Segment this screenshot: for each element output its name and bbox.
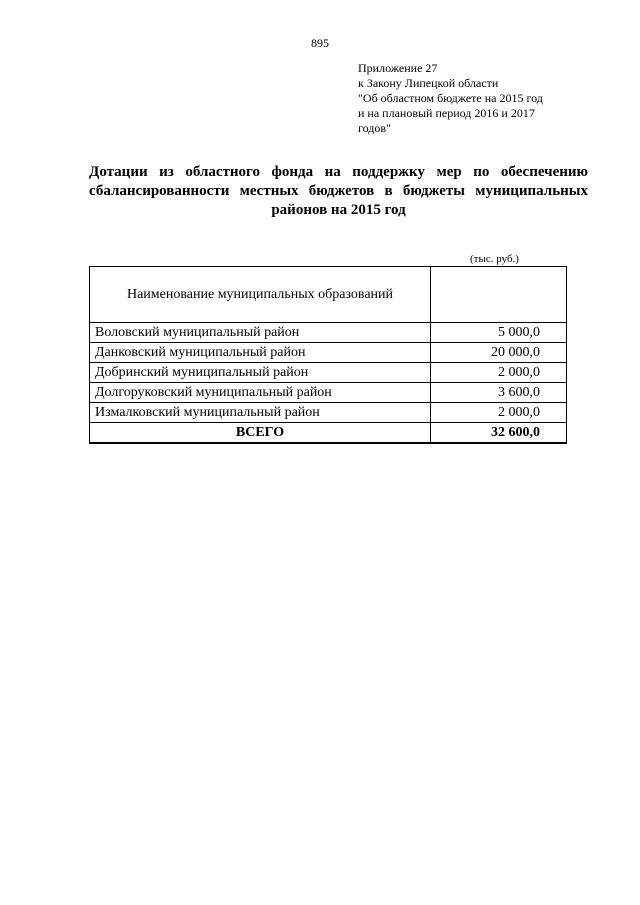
subsidy-table — [89, 266, 567, 444]
district-amount: 5 000,0 — [431, 323, 567, 343]
appendix-line: и на плановый период 2016 и 2017 — [358, 106, 535, 120]
table-row — [90, 363, 567, 383]
appendix-line: Приложение 27 — [358, 61, 438, 75]
units-label: (тыс. руб.) — [470, 253, 519, 265]
total-label: ВСЕГО — [90, 423, 431, 444]
district-name: Измалковский муниципальный район — [90, 403, 431, 423]
table-row — [90, 403, 567, 423]
district-amount: 3 600,0 — [431, 383, 567, 403]
header-name-cell: Наименование муниципальных образований — [90, 267, 431, 323]
appendix-line: "Об областном бюджете на 2015 год — [358, 91, 543, 105]
table-row — [90, 383, 567, 403]
district-name: Добринский муниципальный район — [90, 363, 431, 383]
appendix-line: к Закону Липецкой области — [358, 76, 499, 90]
district-amount: 20 000,0 — [431, 343, 567, 363]
document-title: Дотации из областного фонда на поддержку мер по обеспечению сбалансированности местных бюджетов в бюджеты муниципальных районов на 2015 год — [89, 164, 588, 218]
total-amount: 32 600,0 — [431, 423, 567, 444]
table-row — [90, 323, 567, 343]
district-amount: 2 000,0 — [431, 363, 567, 383]
page-number: 895 — [311, 36, 329, 50]
header-amount-cell — [431, 267, 567, 323]
table-header-row — [90, 267, 567, 323]
total-row — [90, 423, 567, 444]
district-amount: 2 000,0 — [431, 403, 567, 423]
district-name: Воловский муниципальный район — [90, 323, 431, 343]
appendix-note — [358, 61, 598, 136]
district-name: Долгоруковский муниципальный район — [90, 383, 431, 403]
appendix-line: годов" — [358, 121, 391, 135]
district-name: Данковский муниципальный район — [90, 343, 431, 363]
table-row — [90, 343, 567, 363]
